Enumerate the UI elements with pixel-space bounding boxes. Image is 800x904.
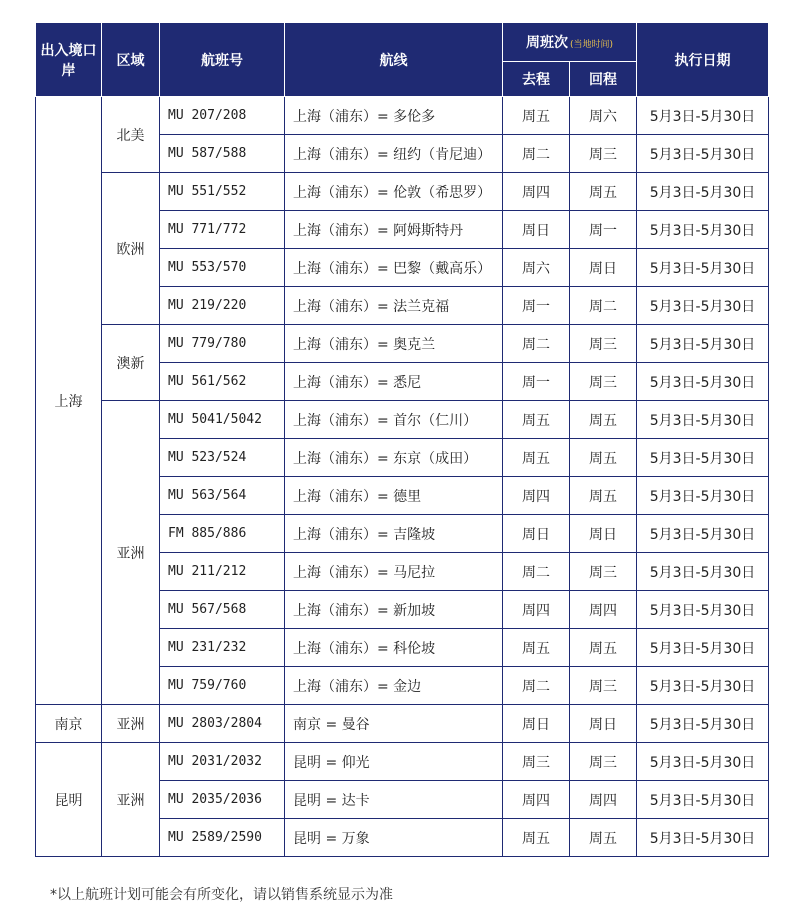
return-day: 周日	[570, 515, 637, 553]
route-cell: 上海（浦东）= 吉隆坡	[285, 515, 503, 553]
date-range: 5月3日-5月30日	[637, 135, 769, 173]
date-range: 5月3日-5月30日	[637, 667, 769, 705]
outbound-day: 周六	[503, 249, 570, 287]
return-day: 周五	[570, 477, 637, 515]
date-range: 5月3日-5月30日	[637, 553, 769, 591]
table-row	[36, 743, 769, 781]
return-day: 周二	[570, 287, 637, 325]
route-cell: 昆明 = 达卡	[285, 781, 503, 819]
date-range: 5月3日-5月30日	[637, 401, 769, 439]
header-port: 出入境口岸	[36, 23, 102, 97]
header-route: 航线	[285, 23, 503, 97]
route-cell: 上海（浦东）= 阿姆斯特丹	[285, 211, 503, 249]
flight-number: MU 779/780	[160, 325, 285, 363]
table-row	[36, 97, 769, 135]
return-day: 周一	[570, 211, 637, 249]
date-range: 5月3日-5月30日	[637, 439, 769, 477]
date-range: 5月3日-5月30日	[637, 173, 769, 211]
route-cell: 上海（浦东）= 悉尼	[285, 363, 503, 401]
flight-number: MU 207/208	[160, 97, 285, 135]
date-range: 5月3日-5月30日	[637, 211, 769, 249]
outbound-day: 周三	[503, 743, 570, 781]
date-range: 5月3日-5月30日	[637, 287, 769, 325]
header-return: 回程	[570, 62, 637, 97]
flight-number: MU 563/564	[160, 477, 285, 515]
port-cell: 南京	[36, 705, 102, 743]
date-range: 5月3日-5月30日	[637, 743, 769, 781]
header-weekly-label: 周班次	[525, 35, 568, 51]
return-day: 周五	[570, 819, 637, 857]
outbound-day: 周日	[503, 211, 570, 249]
outbound-day: 周四	[503, 173, 570, 211]
outbound-day: 周四	[503, 781, 570, 819]
return-day: 周三	[570, 363, 637, 401]
region-cell: 澳新	[102, 325, 160, 401]
return-day: 周五	[570, 401, 637, 439]
flight-number: MU 2035/2036	[160, 781, 285, 819]
flight-number: MU 231/232	[160, 629, 285, 667]
flight-number: MU 551/552	[160, 173, 285, 211]
table-row	[36, 173, 769, 211]
flight-number: MU 561/562	[160, 363, 285, 401]
route-cell: 上海（浦东）= 首尔（仁川）	[285, 401, 503, 439]
outbound-day: 周五	[503, 629, 570, 667]
region-cell: 亚洲	[102, 743, 160, 857]
date-range: 5月3日-5月30日	[637, 515, 769, 553]
flight-number: MU 219/220	[160, 287, 285, 325]
outbound-day: 周二	[503, 553, 570, 591]
port-cell: 上海	[36, 97, 102, 705]
flight-number: MU 2589/2590	[160, 819, 285, 857]
header-region: 区域	[102, 23, 160, 97]
return-day: 周五	[570, 439, 637, 477]
flight-schedule-table	[35, 22, 769, 857]
flight-number: MU 587/588	[160, 135, 285, 173]
return-day: 周四	[570, 781, 637, 819]
return-day: 周三	[570, 743, 637, 781]
outbound-day: 周五	[503, 97, 570, 135]
flight-number: MU 2031/2032	[160, 743, 285, 781]
route-cell: 上海（浦东）= 新加坡	[285, 591, 503, 629]
footnote: *以上航班计划可能会有所变化，请以销售系统显示为准	[50, 887, 393, 903]
date-range: 5月3日-5月30日	[637, 705, 769, 743]
route-cell: 南京 = 曼谷	[285, 705, 503, 743]
return-day: 周五	[570, 173, 637, 211]
outbound-day: 周日	[503, 705, 570, 743]
route-cell: 上海（浦东）= 纽约（肯尼迪）	[285, 135, 503, 173]
route-cell: 上海（浦东）= 奥克兰	[285, 325, 503, 363]
return-day: 周三	[570, 325, 637, 363]
date-range: 5月3日-5月30日	[637, 781, 769, 819]
header-weekly	[503, 23, 637, 62]
route-cell: 上海（浦东）= 伦敦（希思罗）	[285, 173, 503, 211]
outbound-day: 周二	[503, 135, 570, 173]
flight-number: MU 553/570	[160, 249, 285, 287]
flight-number: MU 567/568	[160, 591, 285, 629]
return-day: 周三	[570, 135, 637, 173]
table-row	[36, 705, 769, 743]
outbound-day: 周一	[503, 363, 570, 401]
port-cell: 昆明	[36, 743, 102, 857]
flight-number: MU 771/772	[160, 211, 285, 249]
date-range: 5月3日-5月30日	[637, 249, 769, 287]
date-range: 5月3日-5月30日	[637, 819, 769, 857]
region-cell: 亚洲	[102, 705, 160, 743]
route-cell: 上海（浦东）= 东京（成田）	[285, 439, 503, 477]
outbound-day: 周四	[503, 477, 570, 515]
header-outbound: 去程	[503, 62, 570, 97]
outbound-day: 周一	[503, 287, 570, 325]
return-day: 周三	[570, 553, 637, 591]
date-range: 5月3日-5月30日	[637, 325, 769, 363]
outbound-day: 周二	[503, 325, 570, 363]
outbound-day: 周四	[503, 591, 570, 629]
date-range: 5月3日-5月30日	[637, 629, 769, 667]
date-range: 5月3日-5月30日	[637, 591, 769, 629]
header-row-top	[36, 23, 769, 62]
date-range: 5月3日-5月30日	[637, 477, 769, 515]
schedule-body	[36, 97, 769, 857]
flight-number: MU 5041/5042	[160, 401, 285, 439]
route-cell: 上海（浦东）= 法兰克福	[285, 287, 503, 325]
outbound-day: 周日	[503, 515, 570, 553]
region-cell: 欧洲	[102, 173, 160, 325]
header-dates: 执行日期	[637, 23, 769, 97]
return-day: 周日	[570, 249, 637, 287]
header-flight: 航班号	[160, 23, 285, 97]
flight-number: MU 759/760	[160, 667, 285, 705]
outbound-day: 周五	[503, 819, 570, 857]
return-day: 周四	[570, 591, 637, 629]
route-cell: 上海（浦东）= 巴黎（戴高乐）	[285, 249, 503, 287]
flight-number: FM 885/886	[160, 515, 285, 553]
region-cell: 北美	[102, 97, 160, 173]
route-cell: 上海（浦东）= 科伦坡	[285, 629, 503, 667]
route-cell: 上海（浦东）= 德里	[285, 477, 503, 515]
outbound-day: 周五	[503, 439, 570, 477]
header-weekly-note: (当地时间)	[569, 40, 614, 50]
route-cell: 上海（浦东）= 金边	[285, 667, 503, 705]
route-cell: 上海（浦东）= 马尼拉	[285, 553, 503, 591]
flight-number: MU 523/524	[160, 439, 285, 477]
table-row	[36, 325, 769, 363]
flight-number: MU 211/212	[160, 553, 285, 591]
table-row	[36, 401, 769, 439]
return-day: 周六	[570, 97, 637, 135]
return-day: 周三	[570, 667, 637, 705]
outbound-day: 周二	[503, 667, 570, 705]
flight-number: MU 2803/2804	[160, 705, 285, 743]
return-day: 周日	[570, 705, 637, 743]
date-range: 5月3日-5月30日	[637, 97, 769, 135]
return-day: 周五	[570, 629, 637, 667]
outbound-day: 周五	[503, 401, 570, 439]
route-cell: 昆明 = 仰光	[285, 743, 503, 781]
date-range: 5月3日-5月30日	[637, 363, 769, 401]
route-cell: 上海（浦东）= 多伦多	[285, 97, 503, 135]
region-cell: 亚洲	[102, 401, 160, 705]
route-cell: 昆明 = 万象	[285, 819, 503, 857]
